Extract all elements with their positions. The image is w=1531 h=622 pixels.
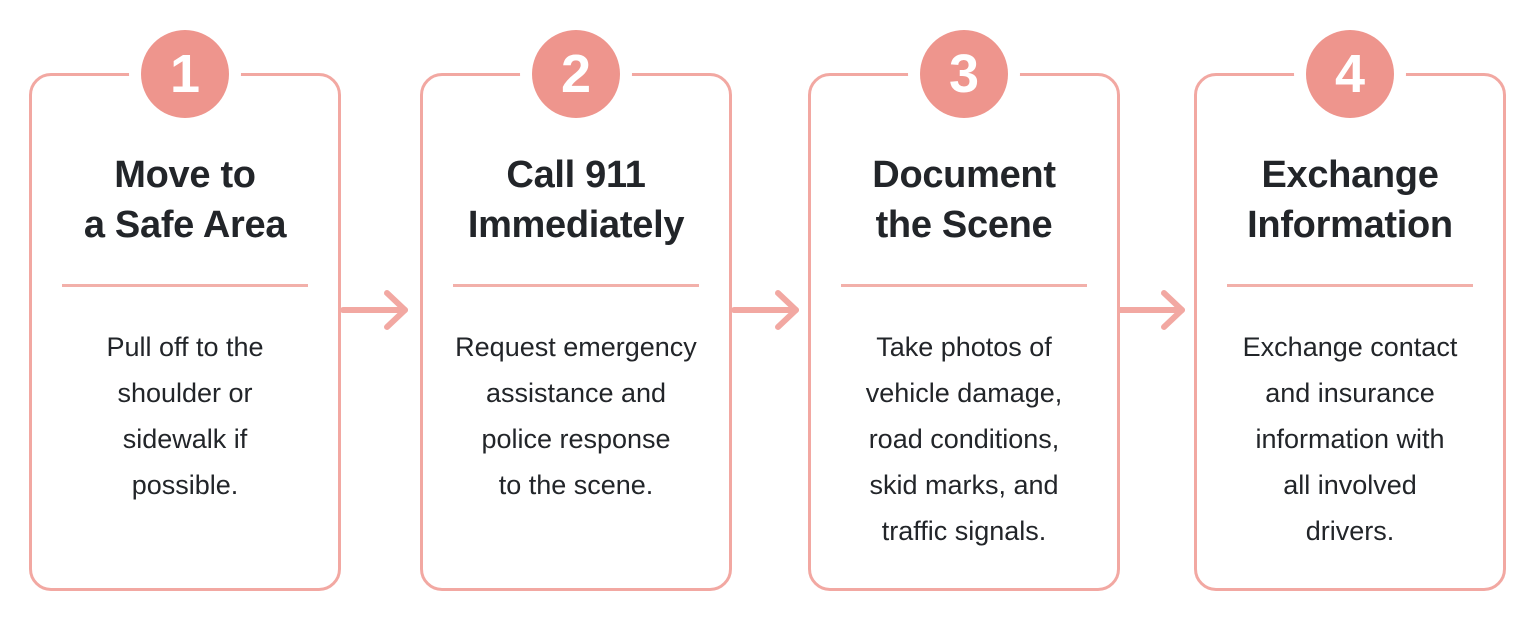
step-number-badge: 2 <box>532 30 620 118</box>
step-description: Exchange contact and insurance information with all involved drivers. <box>1242 332 1458 546</box>
step-card-1 <box>29 44 341 591</box>
step-number-badge: 3 <box>920 30 1008 118</box>
step-card-2 <box>420 44 732 591</box>
step-card-4 <box>1194 44 1506 591</box>
step-card-3 <box>808 44 1120 591</box>
step-title: Exchange Information <box>1247 154 1453 246</box>
step-description: Pull off to the shoulder or sidewalk if possible. <box>106 332 264 500</box>
divider <box>841 284 1087 287</box>
arrow-right-icon <box>341 285 413 335</box>
arrow-right-icon <box>1118 285 1190 335</box>
divider <box>453 284 699 287</box>
step-description: Take photos of vehicle damage, road conditions, skid marks, and traffic signals. <box>865 332 1063 546</box>
step-title: Call 911 Immediately <box>467 154 685 246</box>
step-title: Document the Scene <box>872 154 1056 246</box>
step-description: Request emergency assistance and police response to the scene. <box>455 332 697 500</box>
divider <box>62 284 308 287</box>
divider <box>1227 284 1473 287</box>
arrow-right-icon <box>732 285 804 335</box>
step-number-badge: 4 <box>1306 30 1394 118</box>
step-number-badge: 1 <box>141 30 229 118</box>
step-title: Move to a Safe Area <box>83 154 287 246</box>
